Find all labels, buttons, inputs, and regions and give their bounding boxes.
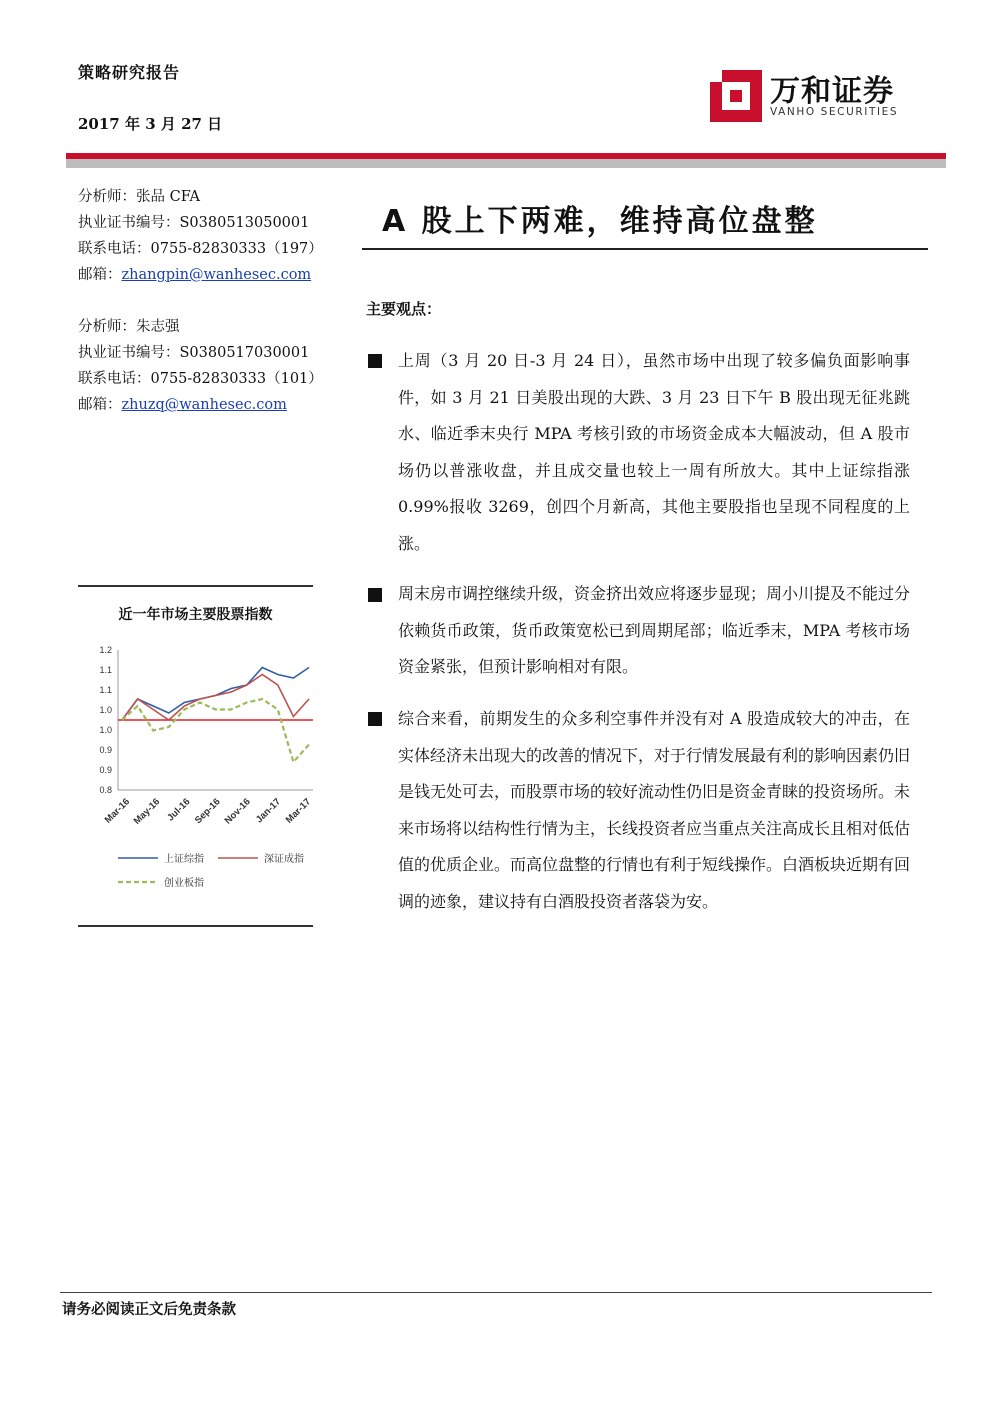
analyst-cert: 执业证书编号：S0380513050001 xyxy=(78,215,310,231)
analyst-email-link[interactable]: zhangpin@wanhesec.com xyxy=(121,267,312,283)
point-paragraph-1: 上周（3 月 20 日-3 月 24 日），虽然市场中出现了较多偏负面影响事件，如 3 月 21 日美股出现的大跌、3 月 23 日下午 B 股出现无征兆跳水、临近季末央行 MPA 考核引致的市场资金成本大幅波动，但 A 股市场仍以普涨收盘，并且成交量也较上一周有所放大。其中上证综指涨 0.99%报收 3269，创四个月新高，其他主要股指也呈现不同程度的上涨。 xyxy=(398,351,910,553)
chart-bottom-rule xyxy=(78,925,313,927)
report-date: 2017 年 3 月 27 日 xyxy=(78,115,223,133)
analyst-email-link[interactable]: zhuzq@wanhesec.com xyxy=(121,397,287,413)
point-paragraph-3: 综合来看，前期发生的众多利空事件并没有对 A 股造成较大的冲击，在实体经济未出现大的改善的情况下，对于行情发展最有利的影响因素仍旧是钱无处可去，而股票市场的较好流动性仍旧是资金青睐的投资场所。未来市场将以结构性行情为主，长线投资者应当重点关注高成长且相对低估值的优质企业。而高位盘整的行情也有利于短线操作。白酒板块近期有回调的迹象，建议持有白酒股投资者落袋为安。 xyxy=(398,709,911,911)
analyst-block-1 xyxy=(78,184,323,288)
series-line-2 xyxy=(122,675,309,721)
y-tick-label: 1.1 xyxy=(99,665,112,675)
y-tick-label: 1.1 xyxy=(99,685,112,695)
legend-label: 深证成指 xyxy=(264,854,304,865)
email-label: 邮箱： xyxy=(78,397,122,413)
analyst-name: 分析师：张品 CFA xyxy=(78,189,200,205)
legend-label: 创业板指 xyxy=(164,878,204,889)
report-type: 策略研究报告 xyxy=(78,63,181,82)
analyst-email-row xyxy=(78,392,323,418)
chart-top-rule xyxy=(78,585,313,587)
legend-label: 上证综指 xyxy=(164,854,204,865)
bullet-icon xyxy=(368,354,382,368)
x-tick-label: Jan-17 xyxy=(253,796,283,826)
report-title: A 股上下两难，维持高位盘整 xyxy=(382,204,818,239)
x-tick-label: Sep-16 xyxy=(192,796,223,827)
y-tick-label: 1.2 xyxy=(99,645,112,655)
analyst-email-row xyxy=(78,262,323,288)
analyst-cert: 执业证书编号：S0380517030001 xyxy=(78,345,310,361)
index-line-chart xyxy=(78,630,313,890)
analyst-block-2 xyxy=(78,314,323,418)
y-tick-label: 0.9 xyxy=(99,765,112,775)
company-logo xyxy=(708,66,918,126)
chart-title: 近一年市场主要股票指数 xyxy=(118,607,273,623)
bullet-icon xyxy=(368,588,382,602)
logo-text-cn: 万和证券 xyxy=(770,74,894,109)
y-tick-label: 1.0 xyxy=(99,725,112,735)
x-tick-label: Nov-16 xyxy=(222,796,253,827)
analyst-phone: 联系电话：0755-82830333（101） xyxy=(78,371,323,387)
title-rule xyxy=(362,248,928,250)
x-tick-label: Mar-16 xyxy=(102,796,133,826)
section-heading: 主要观点： xyxy=(366,300,442,318)
analyst-phone: 联系电话：0755-82830333（197） xyxy=(78,241,323,257)
y-tick-label: 0.8 xyxy=(99,785,112,795)
series-line-3 xyxy=(122,699,309,762)
y-tick-label: 0.9 xyxy=(99,745,112,755)
x-tick-label: Jul-16 xyxy=(165,796,193,824)
x-tick-label: Mar-17 xyxy=(283,796,313,826)
point-paragraph-2: 周末房市调控继续升级，资金挤出效应将逐步显现；周小川提及不能过分依赖货币政策，货币政策宽松已到周期尾部；临近季末，MPA 考核市场资金紧张，但预计影响相对有限。 xyxy=(398,584,911,676)
logo-text-en: VANHO SECURITIES xyxy=(770,106,899,118)
series-line-1 xyxy=(122,668,309,721)
x-tick-label: May-16 xyxy=(131,796,163,827)
logo-mark-icon xyxy=(708,68,764,124)
bullet-icon xyxy=(368,712,382,726)
footer-disclaimer: 请务必阅读正文后免责条款 xyxy=(62,1301,236,1318)
footer-rule xyxy=(60,1292,932,1293)
analyst-name: 分析师：朱志强 xyxy=(78,319,180,335)
email-label: 邮箱： xyxy=(78,267,122,283)
y-tick-label: 1.0 xyxy=(99,705,112,715)
header-gray-bar xyxy=(66,159,946,168)
